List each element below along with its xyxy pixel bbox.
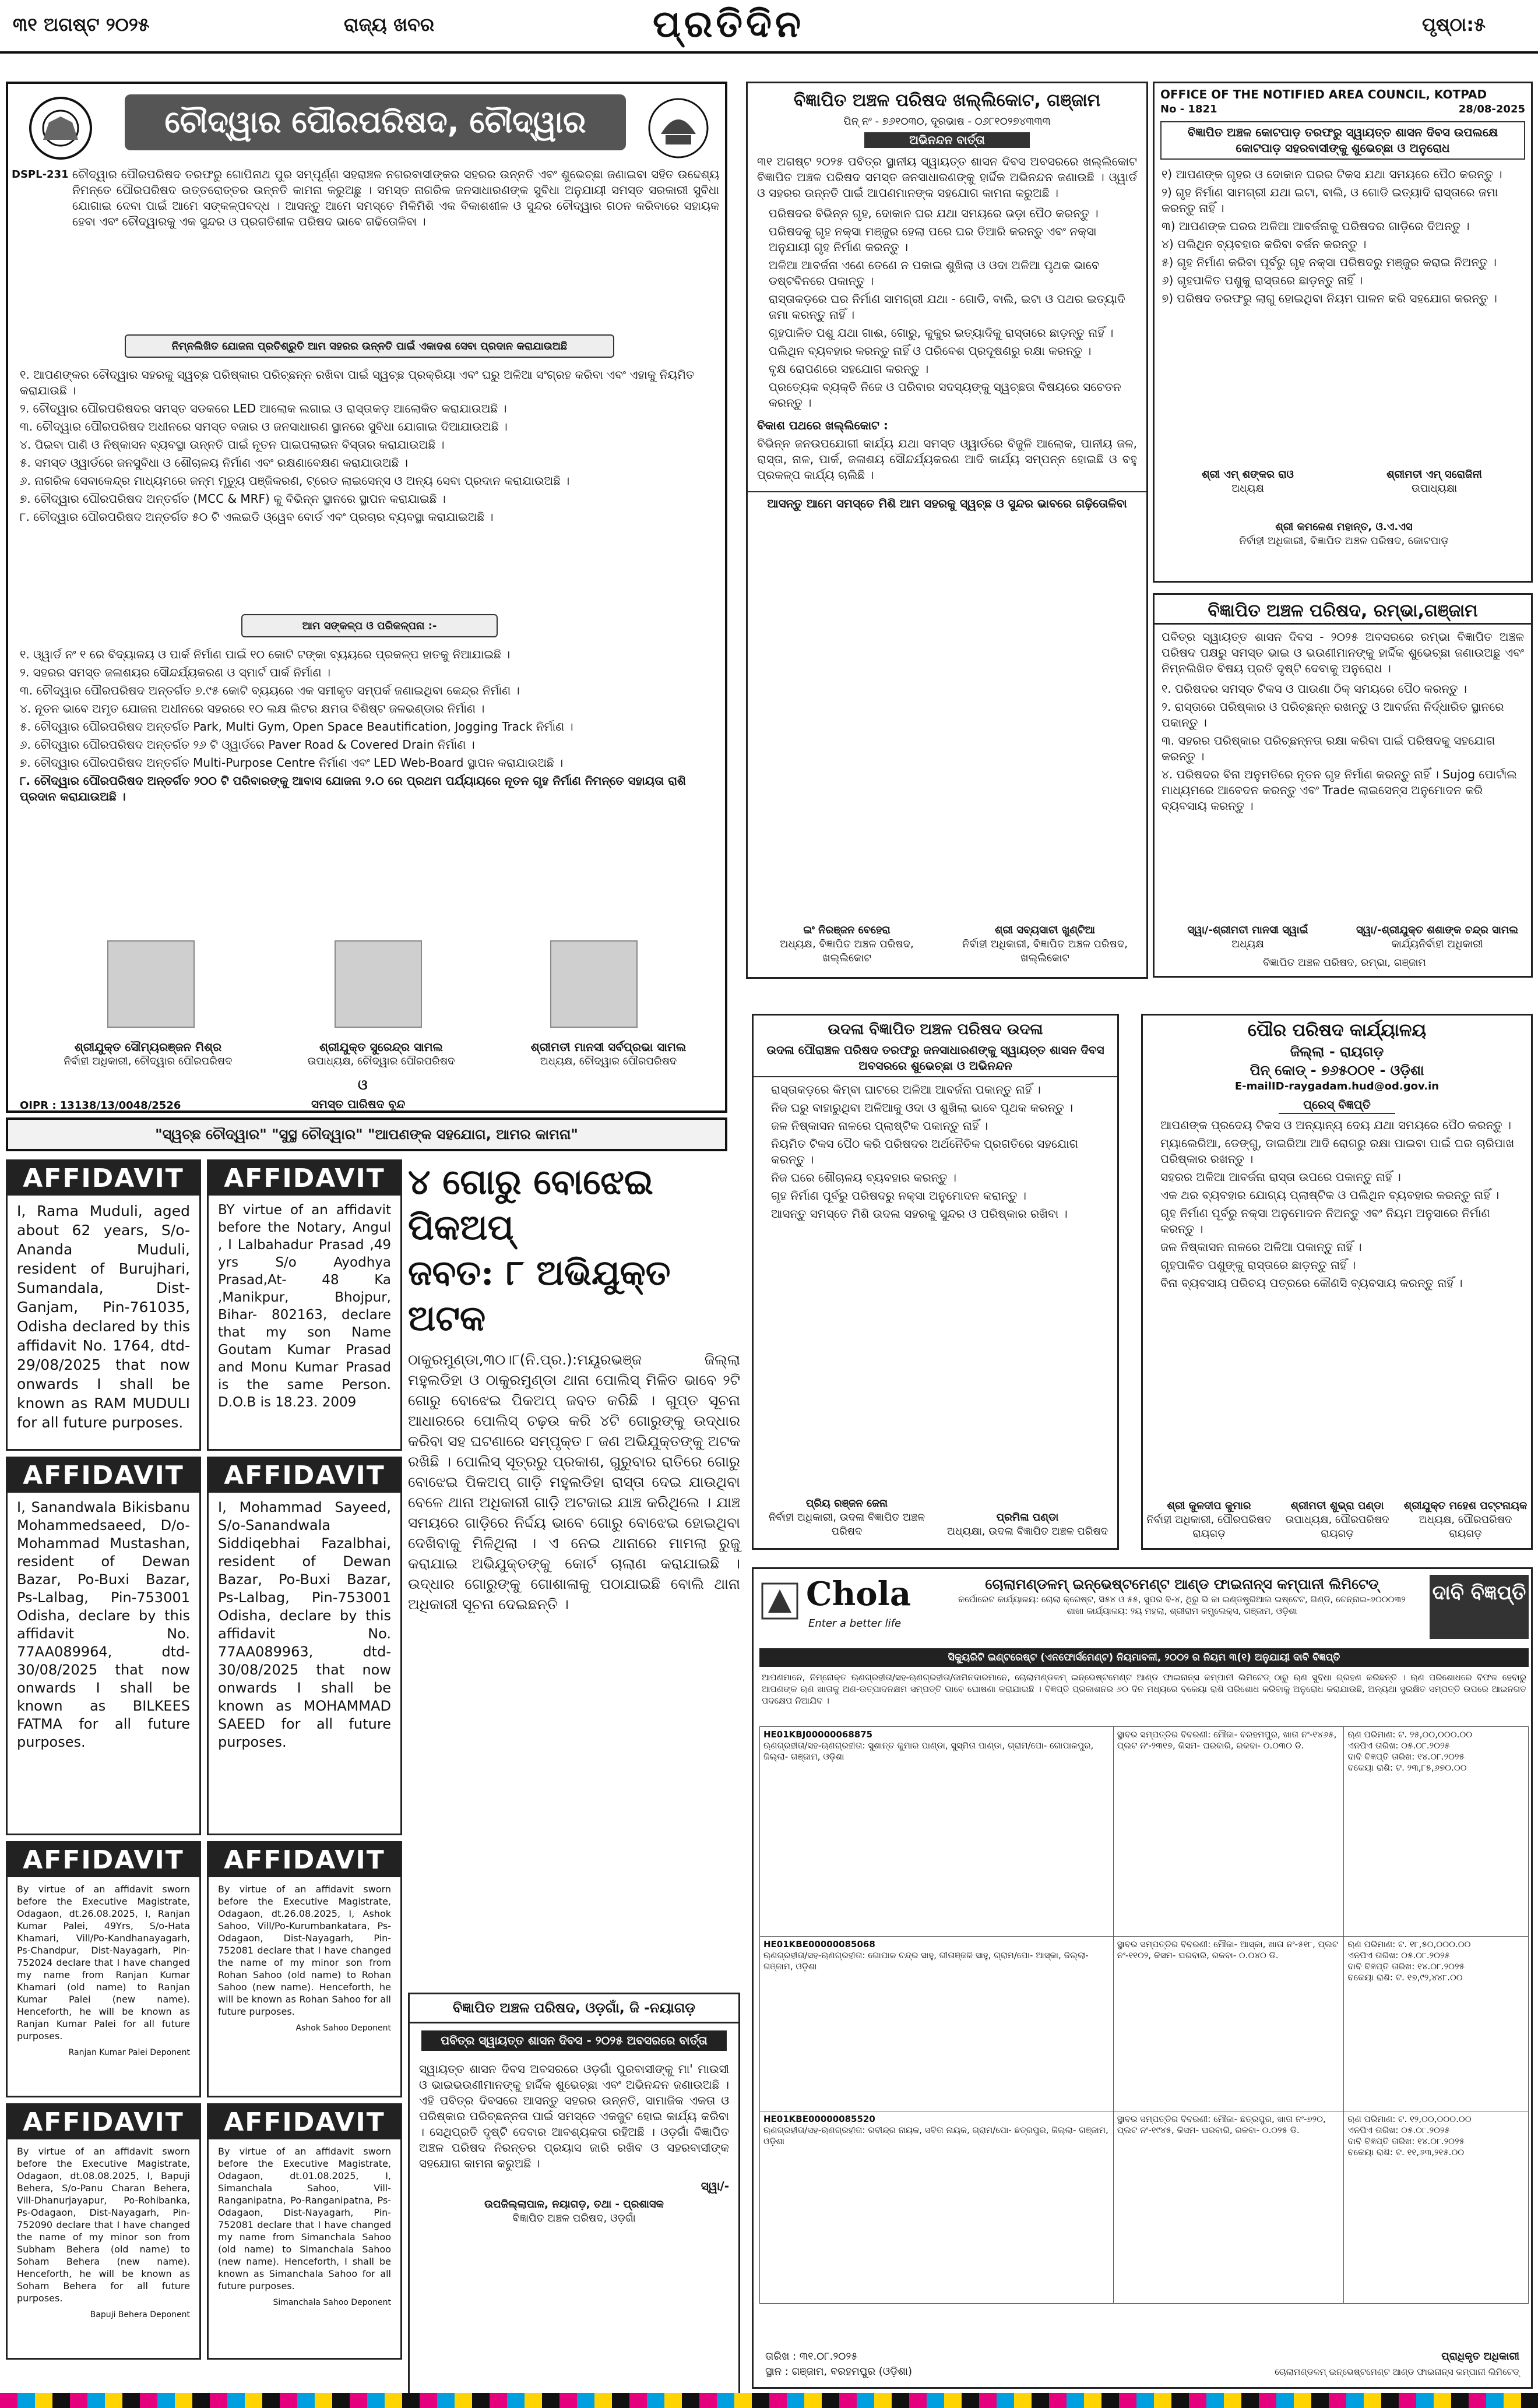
signatory-role: ନିର୍ବାହୀ ଅଧିକାରୀ, ବିଜ୍ଞାପିତ ଅଞ୍ଚଳ ପରିଷଦ, କୋଟପାଡ଼ [1239,535,1449,547]
closing-line: ଆସନ୍ତୁ ଆମେ ସମସ୍ତେ ମିଶି ଆମ ସହରକୁ ସ୍ୱଚ୍ଛ ଓ ସୁନ୍ଦର ଭାବରେ ଗଢ଼ିତୋଳିବା [748,491,1146,512]
rayagada-notice [1141,1014,1533,1550]
notice-points [1155,164,1531,311]
signatory [259,1039,504,1069]
rambha-notice [1153,593,1533,978]
udala-notice [752,1014,1119,1550]
notice-footer: ବିଜ୍ଞାପିତ ଅଞ୍ଚଳ ପରିଷଦ, ଓଡ଼ଗାଁ [512,2212,636,2224]
plan-list-1 [20,367,719,527]
list-item: ୩. ଚୌଦ୍ୱାର ପୌରପରିଷଦ ଅନ୍ତର୍ଗତ ୭.୯୫ କୋଟି ବ୍ୟୟରେ ଏକ ସମୀକୃତ ସମ୍ପର୍କ ଜଣାଇଥିବା କେନ୍ଦ୍ର ନିର୍ମାଣ । [20,683,520,697]
list-item: ଜଳ ନିଷ୍କାସନ ନାଳରେ ପ୍ଲାଷ୍ଟିକ ପକାନ୍ତୁ ନାହିଁ । [771,1119,988,1133]
company-address: କର୍ପୋରେଟ କାର୍ଯ୍ୟାଳୟ: ଚୋଲା କ୍ରେଷ୍ଟ, ସି୫୪ ଓ ୫୫, ସୁପର ବି-୪, ଥିରୁ ଭି କା ଇଣ୍ଡଷ୍ଟ୍ରିଆଲ ଇଷ୍ଟେଟ, ଗିଣ୍ଡି, ଚେନ୍ନାଇ-୬୦୦୦୩୨ [958,1594,1406,1605]
affidavit-title: AFFIDAVIT [209,1843,400,1877]
list-item: ୮. ଚୌଦ୍ୱାର ପୌରପରିଷଦ ଅନ୍ତର୍ଗତ ୫୦ ଟି ଏଲଇଡି ଓ୍ୱେବ ବୋର୍ଡ ଏବଂ ପ୍ରଚାର ବ୍ୟବସ୍ଥା କରାଯାଇଅଛି । [20,510,494,524]
photo-executive-officer [107,940,195,1028]
news-body: ଠାକୁରମୁଣ୍ଡା,୩୦।୮(ନି.ପ୍ର.):ମୟୂରଭଞ୍ଜ ଜିଲ୍ଲା ମହୁଲଡିହା ଓ ଠାକୁରମୁଣ୍ଡା ଥାନା ପୋଲିସ୍ ମିଳିତ ଭାବେ ୨ଟି ଗୋରୁ ବୋଝେଇ ପିକଅପ୍ ଜବତ କରିଛି । ଗୁପ୍ତ ସୂଚନା ଆଧାରରେ ପୋଲିସ୍ ଚଢ଼ଉ କରି ୪ଟି ଗୋରୁଙ୍କୁ ଉଦ୍ଧାର କରିବା ସହ ଘଟଣାରେ ସମ୍ପୃକ୍ତ ୮ ଜଣ ଅଭିଯୁକ୍ତଙ୍କୁ ଅଟକ ରଖିଛି । ପୋଲିସ୍ ସୂତ୍ରରୁ ପ୍ରକାଶ, ଗୁରୁବାର ରାତିରେ ଗୋରୁ ବୋଝେଇ ପିକଅପ୍ ଗାଡ଼ି ମହୁଲଡିହା ରାସ୍ତା ଦେଇ ଯାଉଥିବା ବେଳେ ଥାନା ଅଧିକାରୀ ଗାଡ଼ି ଅଟକାଇ ଯାଞ୍ଚ କରିଥିଲେ । ଯାଞ୍ଚ ସମୟରେ ଗାଡ଼ିରେ ନିର୍ଦ୍ଦୟ ଭାବେ ଗୋରୁ ବୋଝେଇ ହୋଇଥିବା ଦେଖିବାକୁ ମିଳିଥିଲା । ଏ ନେଇ ଥାନାରେ ମାମଲା ରୁଜୁ କରାଯାଇ ଅଭିଯୁକ୍ତଙ୍କୁ କୋର୍ଟ ଚାଲାଣ କରାଯାଇଛି । ଉଦ୍ଧାର ଗୋରୁଙ୍କୁ ଗୋଶାଳାକୁ ପଠାଯାଇଛି ବୋଲି ଥାନା ଅଧିକାରୀ ସୂଚନା ଦେଇଛନ୍ତି । [408,1351,740,1613]
notice-title: ବିଜ୍ଞାପିତ ଅଞ୍ଚଳ ପରିଷଦ, ଓଡ଼ଗାଁ, ଜି -ନୟାଗଡ଼ [410,1994,738,2023]
khallikote-notice [746,82,1148,979]
list-item: ୩. ଚୌଦ୍ୱାର ପୌରପରିଷଦ ଅଧୀନରେ ସମସ୍ତ ବଜାର ଓ ଜନସାଧାରଣ ସ୍ଥାନରେ ସୁବିଧା ଯୋଗାଇ ଦିଆଯାଉଅଛି । [20,419,508,433]
list-item: ୬. ଚୌଦ୍ୱାର ପୌରପରିଷଦ ଅନ୍ତର୍ଗତ ୨୬ ଟି ଓ୍ୱାର୍ଡରେ Paver Road & Covered Drain ନିର୍ମାଣ । [20,738,475,752]
list-item: ରାସ୍ତାକଡ଼ରେ ଘର ନିର୍ମାଣ ସାମଗ୍ରୀ ଯଥା - ଗୋଡି, ବାଲି, ଇଟା ଓ ପଥର ଇତ୍ୟାଦି ଜମା କରନ୍ତୁ ନାହିଁ । [769,292,1125,322]
list-item: ୩. ସହରର ପରିଷ୍କାର ପରିଚ୍ଛନ୍ନତା ରକ୍ଷା କରିବା ପାଇଁ ପରିଷଦକୁ ସହଯୋଗ କରନ୍ତୁ । [1162,734,1495,763]
notice-email: E-mailID-raygadam.hud@od.gov.in [1234,1080,1440,1092]
loan-notice-date: ଦାବି ବିଜ୍ଞପ୍ତି ତାରିଖ: ୧୪.୦୮.୨୦୨୫ [1347,1751,1465,1762]
signatory [1213,520,1475,548]
list-item: ପ୍ରତ୍ୟେକ ବ୍ୟକ୍ତି ନିଜେ ଓ ପରିବାର ସଦସ୍ୟଙ୍କୁ ସ୍ୱଚ୍ଛତା ବିଷୟରେ ସଚେତନ କରନ୍ତୁ । [769,380,1121,410]
list-item: ନିୟମିତ ଟିକସ ପୈଠ କରି ପରିଷଦର ଅର୍ଥନୈତିକ ପ୍ରଗତିରେ ସହଯୋଗ କରନ୍ତୁ । [771,1137,1079,1166]
notice-number: No - 1821 [1160,103,1217,115]
affidavit-signature: Ashok Sahoo Deponent [295,2023,391,2033]
loan-borrower: ଋଣଗ୍ରହୀତା/ସହ-ଋଣଗ୍ରହୀତା: ସୁଶାନ୍ତ କୁମାର ପାଣ୍ଡା, ସୁସ୍ମିତା ପାଣ୍ଡା, ଗ୍ରାମ/ପୋ- ଗୋପାଳପୁର, ଜିଲ୍ଲା- ଗଞ୍ଜାମ, ଓଡ଼ିଶା [763,1740,1094,1762]
photo-vice-chairperson [335,940,422,1028]
notice-points [1155,681,1531,814]
signatory [486,1039,727,1069]
affidavit [6,1159,201,1451]
list-item: ଗୃହପାଳିତ ପଶୁ ଯଥା ଗାଈ, ଗୋରୁ, କୁକୁର ଇତ୍ୟାଦିକୁ ରାସ୍ତାରେ ଛାଡ଼ନ୍ତୁ ନାହିଁ । [769,326,1114,340]
list-item: ନିଜ ଘରେ ଶୌଚାଳୟ ବ୍ୟବହାର କରନ୍ତୁ । [771,1170,957,1184]
signatory-name: ପ୍ରାଧିକୃତ ଅଧିକାରୀ [1441,2350,1519,2363]
affidavit-title: AFFIDAVIT [209,1458,400,1493]
notice-ref: DSPL-231 [12,168,69,181]
affidavit-signature: Bapuji Behera Deponent [90,2310,190,2319]
notice-district: ଜିଲ୍ଲା - ରାୟଗଡ଼ [1290,1043,1384,1060]
affidavit-title: AFFIDAVIT [8,1458,199,1493]
subsection-banner-2 [241,614,498,637]
notice-subtitle: ସିକ୍ୟୁରିଟି ଇଣ୍ଟରେଷ୍ଟ (ଏନଫୋର୍ସମେଣ୍ଟ) ନିୟମାବଳୀ, ୨୦୦୨ ର ନିୟମ ୩(୧) ଅନୁଯାୟୀ ଦାବି ବିଜ୍ଞପ୍ତି [759,1648,1529,1667]
affidavit-title: AFFIDAVIT [8,1161,199,1196]
loan-table [759,1726,1529,2304]
affidavit-body: I, Mohammad Sayeed, S/o-Sanandwala Siddiqebhai Fazalbhai, resident of Dewan Bazar, Po-Buxi Bazar, Ps-Lalbag, Pin-753001 Odisha, declare by this affidavit No. 77AA089963, dtd- 30/08/2025 that now onwards I shall be known as MOHAMMAD SAEED for all future purposes. [218,1499,391,1750]
slogan-banner [6,1117,727,1151]
notice-points [748,203,1146,415]
slogan-text: "ସ୍ୱଚ୍ଛ ଚୌଦ୍ୱାର" "ସୁସ୍ଥ ଚୌଦ୍ୱାର" "ଆପଣଙ୍କ ସହଯୋଗ, ଆମର କାମନା" [155,1126,578,1143]
signatory-name: ଶ୍ରୀମତୀ ଏମ୍ ସରୋଜିନୀ [1386,468,1482,481]
signatory [1347,468,1522,496]
signatory-name: ଉପଜିଲ୍ଲାପାଳ, ନୟାଗଡ଼, ତଥା - ପ୍ରଶାସକ [484,2198,664,2210]
section-body: ବିଭିନ୍ନ ଜନଉପଯୋଗୀ କାର୍ଯ୍ୟ ଯଥା ସମସ୍ତ ଓ୍ୱାର୍ଡରେ ବିଜୁଳି ଆଲୋକ, ପାନୀୟ ଜଳ, ରାସ୍ତା, ନାଳ, ପାର୍କ, ଜଳାଶୟ ସୌନ୍ଦର୍ଯ୍ୟକରଣ ଆଦି କାର୍ଯ୍ୟ ସମ୍ପନ୍ନ ହୋଇଛି ଓ ବହୁ ପ୍ରକଳ୍ପ କାର୍ଯ୍ୟ ଚାଲିଛି । [757,436,1137,482]
list-item: ୫. ଚୌଦ୍ୱାର ପୌରପରିଷଦ ଅନ୍ତର୍ଗତ Park, Multi Gym, Open Space Beautification, Jogging Track ନିର୍ମାଣ । [20,720,573,734]
list-item: ପରିଷଦର ବିଭିନ୍ନ ଗୃହ, ଦୋକାନ ଘର ଯଥା ସମୟରେ ଭଡ଼ା ପୈଠ କରନ୍ତୁ । [769,206,1099,220]
signatory-role: ଅଧ୍ୟକ୍ଷ, ବିଜ୍ଞାପିତ ଅଞ୍ଚଳ ପରିଷଦ, ଖଲ୍ଲିକୋଟ [780,938,914,964]
list-item: ୫) ଗୃହ ନିର୍ମାଣ କରିବା ପୂର୍ବରୁ ଗୃହ ନକ୍ସା ପରିଷଦରୁ ମଞ୍ଜୁର କରାଇ ନିଅନ୍ତୁ । [1162,255,1497,269]
odagaon-notice [408,1993,740,2395]
chola-demand-notice [752,1567,1533,2389]
notice-title: ପୌର ପରିଷଦ କାର୍ଯ୍ୟାଳୟ [1247,1020,1427,1041]
notice-date: 28/08-2025 [1458,103,1525,115]
affidavit-title: AFFIDAVIT [209,2105,400,2139]
notice-badge-text: ଦାବି ବିଜ୍ଞପ୍ତି [1432,1581,1526,1605]
signatory-role: ନିର୍ବାହୀ ଅଧିକାରୀ, ଚୌଦ୍ୱାର ପୌରପରିଷଦ [64,1055,233,1067]
notice-meta [1155,103,1531,117]
list-item: ୪. ନୂତନ ଭାବେ ଅମୃତ ଯୋଜନା ଅଧୀନରେ ସହରରେ ୧୦ ଲକ୍ଷ ଲିଟର କ୍ଷମତା ବିଶିଷ୍ଟ ଜଳଭଣ୍ଡାର ନିର୍ମାଣ । [20,701,485,715]
affidavit-body: By virtue of an affidavit sworn before the Executive Magistrate, Odagaon, dt.26.08.2025, I, Ranjan Kumar Palei, 49Yrs, S/o-Hata Khamari, Vill/Po-Kandhanayagarh, Ps-Chandpur, Dist-Nayagarh, Pin-752024 declare that I have changed my name from Ranjan Kumar Khamari (old name) to Ranjan Kumar Palei (new name). Henceforth, he will be known as Ranjan Kumar Palei for all future purposes. [17,1884,190,2042]
signatory [1347,923,1528,951]
news-headline-line-1: ୪ ଗୋରୁ ବୋଝେଇ ପିକଅପ୍ [408,1162,653,1248]
list-item: ପଲିଥିନ ବ୍ୟବହାର କରନ୍ତୁ ନାହିଁ ଓ ପରିବେଶ ପ୍ରଦୂଷଣରୁ ରକ୍ଷା କରନ୍ତୁ । [769,344,1092,358]
notice-body: ୩୧ ଅଗଷ୍ଟ ୨୦୨୫ ପବିତ୍ର ସ୍ଥାନୀୟ ସ୍ୱାୟତ୍ତ ଶାସନ ଦିବସ ଅବସରରେ ଖଲ୍ଲିକୋଟ ବିଜ୍ଞାପିତ ଅଞ୍ଚଳ ପରିଷଦ ସମସ୍ତ ଜନସାଧାରଣଙ୍କୁ ହାର୍ଦ୍ଦିକ ଅଭିନନ୍ଦନ ଜଣାଉଛି । ଓ୍ୱାର୍ଡ ଓ ସହରର ଉନ୍ନତି ପାଇଁ ଆପଣମାନଙ୍କ ସହଯୋଗ କାମନା କରୁଅଛି । [757,154,1137,200]
signatory-name: ଇଂ ନିରଞ୍ଜନ ବେହେରା [803,924,891,936]
list-item: ୪. ପରିଷଦର ବିନା ଅନୁମତିରେ ନୂତନ ଗୃହ ନିର୍ମାଣ କରନ୍ତୁ ନାହିଁ । Sujog ପୋର୍ଟାଲ ମାଧ୍ୟମରେ ଆବେଦନ କରନ୍ତୁ ଏବଂ Trade ଲାଇସେନ୍ସ ଅନୁମୋଦନ କରି ବ୍ୟବସାୟ କରନ୍ତୁ । [1162,767,1517,813]
list-item: ଗୃହପାଳିତ ପଶୁଙ୍କୁ ରାସ୍ତାରେ ଛାଡ଼ନ୍ତୁ ନାହିଁ । [1160,1258,1356,1272]
signatory-name: ଶ୍ରୀ ଏମ୍ ଶଙ୍କର ରାଓ [1202,468,1294,481]
loan-npa-date: ଏନପିଏ ତାରିଖ: ୦୫.୦୮.୨୦୨୫ [1347,2125,1450,2135]
signatory-name: ଶ୍ରୀଯୁକ୍ତ ମହେଶ ପଟ୍ଟନାୟକ [1403,1500,1528,1512]
subsection-heading-2: ଆମ ସଙ୍କଳ୍ପ ଓ ପରିକଳ୍ପନା :- [302,620,437,632]
company-branch: ଶାଖା କାର୍ଯ୍ୟାଳୟ: ୨ୟ ମହଲା, ଶ୍ରୀରାମ କମ୍ପ୍ଲେକ୍ସ, ଗଞ୍ଜାମ, ଓଡ଼ିଶା [1067,1606,1297,1616]
municipal-emblem-icon [20,93,101,163]
signatory-role: ଅଧ୍ୟକ୍ଷ, ପୌରପରିଷଦ ରାୟଗଡ଼ [1419,1514,1512,1540]
affidavit [207,1159,402,1451]
notice-intro: ଚୌଦ୍ୱାର ପୌରପରିଷଦ ତରଫରୁ ଗୋପିନାଥ ପୁର ସମ୍ପୂର୍ଣ୍ଣ ସହରାଞ୍ଚଳ ନଗରବାସୀଙ୍କର ସହରର ଉନ୍ନତି ଏବଂ ଶୁଭେଚ୍ଛା ଜଣାଇବା ସହିତ ଉଦ୍ଦେଶ୍ୟ ନିମନ୍ତେ ପୌରପରିଷଦ ଉତ୍ତରୋତ୍ତର ଉନ୍ନତି କାମନା କରୁଅଛୁ । ସମସ୍ତ ନାଗରିକ ଜନସାଧାରଣଙ୍କ ସୁବିଧା ଅନୁଯାୟୀ ସମସ୍ତ ସରକାରୀ ସୁବିଧା ଯୋଗାଇ ଦେବା ପାଇଁ ଆମେ ସଙ୍କଳ୍ପବଦ୍ଧ । ଆସନ୍ତୁ ଆମେ ସମସ୍ତେ ମିଳିମିଶି ଏକ ବିକାଶଶୀଳ ଓ ସୁନ୍ଦର ଚୌଦ୍ୱାର ଗଠନ କରିବାରେ ସହାୟକ ହେବା ଏବଂ ଚୌଦ୍ୱାରକୁ ଏକ ସୁନ୍ଦର ଓ ପ୍ରଗତିଶୀଳ ପରିଷଦ ଭାବେ ଗଢିତୋଳିବା । [72,167,719,228]
company-name: ଚୋଲାମଣ୍ଡଳମ୍ ଇନ୍ଭେଷ୍ଟମେଣ୍ଟ ଆଣ୍ଡ ଫାଇନାନ୍ସ କମ୍ପାନୀ ଲିମିଟେଡ୍ [985,1576,1379,1592]
subsection-banner-1 [125,334,614,358]
list-item: ୨. ସହରର ସମସ୍ତ ଜଳାଶୟର ସୌନ୍ଦର୍ଯ୍ୟକରଣ ଓ ସ୍ମାର୍ଟ ପାର୍କ ନିର୍ମାଣ । [20,665,330,679]
list-item: ୫. ସମସ୍ତ ଓ୍ୱାର୍ଡରେ ଜନସୁବିଧା ଓ ଶୌଚାଳୟ ନିର୍ମାଣ ଏବଂ ରକ୍ଷଣାବେକ୍ଷଣ କରାଯାଉଅଛି । [20,456,408,470]
signatory-name: ଶ୍ରୀମତୀ ଶୁଭ୍ରା ପଣ୍ଡା [1290,1500,1384,1512]
notice-place: ସ୍ଥାନ : ଗଞ୍ଜାମ, ବରହମପୁର (ଓଡ଼ିଶା) [765,2365,912,2378]
signatory-role: ନିର୍ବାହୀ ଅଧିକାରୀ, ପୌରପରିଷଦ ରାୟଗଡ଼ [1146,1514,1272,1540]
list-item: ୭) ପରିଷଦ ତରଫରୁ ଲାଗୁ ହୋଇଥିବା ନିୟମ ପାଳନ କରି ସହଯୋଗ କରନ୍ତୁ । [1162,291,1497,305]
loan-amount: ଋଣ ପରିମାଣ: ଟ. ୧୨,୦୦,୦୦୦.୦୦ [1347,2114,1472,2124]
masthead: ପ୍ରତିଦିନ [653,2,805,46]
loan-borrower: ଋଣଗ୍ରହୀତା/ସହ-ଋଣଗ୍ରହୀତା: ରବୀନ୍ଦ୍ର ନାୟକ, ସବିତା ନାୟକ, ଗ୍ରାମ/ପୋ- ଛତ୍ରପୁର, ଜିଲ୍ଲା- ଗଞ୍ଜାମ, ଓଡ଼ିଶା [763,2125,1108,2146]
list-item: ୪) ପଲିଥିନ ବ୍ୟବହାର କରିବା ବର୍ଜନ କରନ୍ତୁ । [1162,237,1367,251]
chola-logo-text: Chola [806,1575,911,1613]
notice-title: ଉଦଳା ବିଜ୍ଞାପିତ ଅଞ୍ଚଳ ପରିଷଦ ଉଦଳା [828,1021,1043,1038]
signatory-name: ଶ୍ରୀଯୁକ୍ତ ସୁରେନ୍ଦ୍ର ସାମଲ [319,1040,443,1054]
signatory [1160,923,1335,951]
signatory-name: ପ୍ରିୟ ରଞ୍ଜନ ଜେନା [805,1497,888,1510]
list-item: ୭. ଚୌଦ୍ୱାର ପୌରପରିଷଦ ଅନ୍ତର୍ଗତ (MCC & MRF) କୁ ବିଭିନ୍ନ ସ୍ଥାନରେ ସ୍ଥାପନ କରାଯାଇଛି । [20,492,446,506]
signatory-name: ସ୍ୱା/-ଶ୍ରୀଯୁକ୍ତ ଶଶାଙ୍କ ଚନ୍ଦ୍ର ସାମଲ [1356,924,1518,936]
oipr-ref: OIPR : 13138/13/0048/2526 [20,1099,181,1112]
loan-due: ବକେୟା ରାଶି: ଟ. ୧୭,୯୨,୪୪୮.୦୦ [1347,1972,1463,1983]
signatory [26,1039,270,1069]
list-item: ୨) ଗୃହ ନିର୍ମାଣ ସାମଗ୍ରୀ ଯଥା ଇଟା, ବାଲି, ଓ ଗୋଡି ଇତ୍ୟାଦି ରାସ୍ତାରେ ଜମା କରନ୍ତୁ ନାହିଁ । [1162,185,1498,215]
list-item: ଅଳିଆ ଆବର୍ଜନା ଏଣେ ତେଣେ ନ ପକାଇ ଶୁଖିଲା ଓ ଓଦା ଅଳିଆ ପୃଥକ ଭାବେ ଡଷ୍ଟବିନରେ ପକାନ୍ତୁ । [769,258,1100,288]
signatory-name: ଶ୍ରୀ କୁଳଦୀପ କୁମାର [1167,1500,1251,1512]
list-item: ନିଜ ଘରୁ ବାହାରୁଥିବା ଅଳିଆକୁ ଓଦା ଓ ଶୁଖିଲା ଭାବେ ପୃଥକ କରନ୍ତୁ । [771,1101,1074,1115]
list-item: ପରିଷଦକୁ ଗୃହ ନକ୍ସା ମଞ୍ଜୁର ହେଲା ପରେ ଘର ତିଆରି କରନ୍ତୁ ଏବଂ ନକ୍ସା ଅନୁଯାୟୀ ଗୃହ ନିର୍ମାଣ କରନ୍ତୁ । [769,224,1097,254]
affidavit-title: AFFIDAVIT [8,2105,199,2139]
notice-footer: ବିଜ୍ଞାପିତ ଅଞ୍ଚଳ ପରିଷଦ, ରମ୍ଭା, ଗଞ୍ଜାମ [1263,957,1426,969]
page-header [0,0,1538,54]
list-item: ୧) ଆପଣଙ୍କ ଗୃହର ଓ ଦୋକାନ ଘରର ଟିକସ ଯଥା ସମୟରେ ପୈଠ କରନ୍ତୁ । [1162,167,1502,181]
list-item: ୩) ଆପଣଙ୍କ ଘରର ଅଳିଆ ଆବର୍ଜନାକୁ ପରିଷଦର ଗାଡ଼ିରେ ଦିଅନ୍ତୁ । [1162,219,1470,233]
list-item b: ୮. ଚୌଦ୍ୱାର ପୌରପରିଷଦ ଅନ୍ତର୍ଗତ ୨୦୦ ଟି ପରିବାରଙ୍କୁ ଆବାସ ଯୋଜନା ୨.୦ ରେ ପ୍ରଥମ ପର୍ଯ୍ୟାୟରେ ନୂତନ ଗୃହ ନିର୍ମାଣ ନିମନ୍ତେ ସହାୟତା ରାଶି ପ୍ରଦାନ କରାଯାଉଅଛି । [20,774,686,803]
affidavit-body: By virtue of an affidavit sworn before the Executive Magistrate, Odagaon, dt.01.08.2025, I, Simanchala Sahoo, Vill-Ranganipatna, Po-Ranganipatna, Ps-Odagaon, Dist-Nayagarh, Pin-752081 declare that I have changed my name from Simanchala Sahoo (old name) to Simanchala Sahoo (new name). Henceforth, I shall be known as Simanchala Sahoo for all future purposes. [218,2146,391,2291]
loan-npa-date: ଏନପିଏ ତାରିଖ: ୦୫.୦୮.୨୦୨୫ [1347,1950,1450,1961]
affidavit [6,2103,201,2360]
loan-npa-date: ଏନପିଏ ତାରିଖ: ୦୫.୦୮.୨୦୨୫ [1347,1740,1450,1751]
signatory [759,923,934,965]
list-item: ରାସ୍ତାକଡ଼ରେ କିମ୍ବା ଘାଟରେ ଅଳିଆ ଆବର୍ଜନା ପକାନ୍ତୁ ନାହିଁ । [771,1083,1041,1097]
affidavit-body: By virtue of an affidavit sworn before the Executive Magistrate, Odagaon, dt.08.08.2025, I, Bapuji Behera, S/o-Panu Charan Behera, Vill-Dhanurjayapur, Po-Rohibanka, Ps-Odagaon, Dist-Nayagarh, Pin-752090 declare that I have changed the name of my minor son from Subham Behera (old name) to Soham Behera (new name). Henceforth, he will be known as Soham Behera for all future purposes. [17,2146,190,2304]
plan-list-2 [20,647,719,807]
affidavit [207,1457,402,1835]
affidavit-body: By virtue of an affidavit sworn before the Executive Magistrate, Odagaon, dt.26.08.2025, I, Ashok Sahoo, Vill/Po-Kurumbankatara, Ps-Odagaon, Dist-Nayagarh, Pin-752081 declare that I have changed the name of my minor son from Rohan Sahoo (old name) to Rohan Sahoo (new name). Henceforth, he will be known as Rohan Sahoo for all future purposes. [218,1884,391,2017]
list-item: ୧. ପରିଷଦର ସମସ୍ତ ଟିକସ ଓ ପାଉଣା ଠିକ୍ ସମୟରେ ପୈଠ କରନ୍ତୁ । [1162,682,1467,696]
header-page-number: ପୃଷ୍ଠା:୫ [1422,13,1486,36]
loan-notice-date: ଦାବି ବିଜ୍ଞପ୍ତି ତାରିଖ: ୧୪.୦୮.୨୦୨୫ [1347,2136,1465,2146]
table-row [760,2111,1529,2304]
affidavit-body: I, Rama Muduli, aged about 62 years, S/o-Ananda Muduli, resident of Burujhari, Sumandala, Dist- Ganjam, Pin-761035, Odisha declared by this affidavit No. 1764, dtd- 29/08/2025 that now onwards I shall be known as RAM MUDULI for all future purposes. [17,1203,190,1431]
notice-title: OFFICE OF THE NOTIFIED AREA COUNCIL, KOTPAD [1160,87,1487,101]
list-item: ବୃକ୍ଷ ରୋପଣରେ ସହଯୋଗ କରନ୍ତୁ । [769,362,929,376]
loan-amount: ଋଣ ପରିମାଣ: ଟ. ୧୮,୫୦,୦୦୦.୦୦ [1347,1939,1471,1949]
odisha-emblem-icon [643,93,713,163]
list-item: ୪. ପିଇବା ପାଣି ଓ ନିଷ୍କାସନ ବ୍ୟବସ୍ଥା ଉନ୍ନତି ପାଇଁ ନୂତନ ପାଇପଲାଇନ ବିସ୍ତାର କରାଯାଉଅଛି । [20,438,445,452]
notice-title: ଚୌଦ୍ୱାର ପୌରପରିଷଦ, ଚୌଦ୍ୱାର [164,105,586,140]
signatory [1275,1499,1400,1541]
news-story [408,1159,740,1975]
list-item: ଜଳ ନିଷ୍କାସନ ନାଳରେ ଅଳିଆ ପକାନ୍ତୁ ନାହିଁ । [1160,1240,1362,1254]
signatory-role: ନିର୍ବାହୀ ଅଧିକାରୀ, ବିଜ୍ଞାପିତ ଅଞ୍ଚଳ ପରିଷଦ, ଖଲ୍ଲିକୋଟ [962,938,1128,964]
loan-property: ସ୍ଥାବର ସମ୍ପତ୍ତିର ବିବରଣୀ: ମୌଜା- ବରହମପୁର, ଖାତା ନଂ-୧୪୬୫, ପ୍ଲଟ ନଂ-୨୩୧୭, କିସମ- ଘରବାରି, ରକବା- ୦.୦୩୦ ଡି. [1117,1729,1337,1751]
loan-account: HE01KBE00000085068 [763,1939,875,1949]
list-item: ୧. ଆପଣଙ୍କର ଚୌଦ୍ୱାର ସହରକୁ ସ୍ୱଚ୍ଛ ପରିଷ୍କାର ପରିଚ୍ଛନ୍ନ ରଖିବା ପାଇଁ ସ୍ୱଚ୍ଛ ପ୍ରକ୍ରିୟା ଏବଂ ଘରୁ ଅଳିଆ ସଂଗ୍ରହ କରିବା ଏବଂ ଏହାକୁ ନିୟମିତ କରାଯାଉଛି । [20,368,695,397]
loan-account: HE01KBJ00000068875 [763,1729,873,1740]
company-info [940,1575,1424,1617]
notice-title: ବିଜ୍ଞାପିତ ଅଞ୍ଚଳ ପରିଷଦ ଖଲ୍ଲିକୋଟ, ଗଞ୍ଜାମ [793,90,1101,111]
notice-pin: ପିନ୍ ନଂ - ୭୬୧୦୩୦, ଦୂରଭାଷ - ୦୬୮୧୦୨୭୪୩୩୩ [843,115,1051,128]
kotpad-notice [1153,82,1533,583]
notice-badge [1430,1575,1529,1639]
signatory-role: ଉପାଧ୍ୟକ୍ଷା [1411,482,1458,495]
notice-subtitle: ଉଦଳା ପୌରାଞ୍ଚଳ ପରିଷଦ ତରଫରୁ ଜନସାଧାରଣଙ୍କୁ ସ୍ୱାୟତ୍ତ ଶାସନ ଦିବସ ଅବସରରେ ଶୁଭେଚ୍ଛା ଓ ଅଭିନନ୍ଦନ [754,1040,1117,1077]
signatory-name: ପ୍ରମିଳା ପଣ୍ଡା [996,1511,1059,1524]
affidavit-signature: Ranjan Kumar Palei Deponent [68,2048,190,2057]
news-headline-line-2: ଜବତ: ୮ ଅଭିଯୁକ୍ତ ଅଟକ [408,1253,671,1339]
signatory-role: ଅଧ୍ୟକ୍ଷ [1231,482,1264,495]
list-item: ୬) ଗୃହପାଳିତ ପଶୁକୁ ରାସ୍ତାରେ ଛାଡ଼ନ୍ତୁ ନାହିଁ । [1162,273,1363,287]
notice-subtitle: ଅଭିନନ୍ଦନ ବାର୍ତ୍ତା [864,132,1030,148]
signatory-role: ଉପାଧ୍ୟକ୍ଷ, ପୌରପରିଷଦ ରାୟଗଡ଼ [1285,1514,1389,1540]
loan-property: ସ୍ଥାବର ସମ୍ପତ୍ତିର ବିବରଣୀ: ମୌଜା- ଆସ୍କା, ଖାତା ନଂ-୫୧୮, ପ୍ଲଟ ନଂ-୧୧୦୨, କିସମ- ଘରବାରି, ରକବା- ୦.୦୪୦ ଡି. [1117,1939,1339,1961]
table-row [760,1937,1529,2111]
title-banner [125,94,626,150]
signatory [759,1497,934,1539]
loan-notice-date: ଦାବି ବିଜ୍ଞପ୍ତି ତାରିଖ: ୧୪.୦୮.୨୦୨୫ [1347,1961,1465,1972]
list-item: ଗୃହ ନିର୍ମାଣ ପୂର୍ବରୁ ପରିଷଦରୁ ନକ୍ସା ଅନୁମୋଦନ କରାନ୍ତୁ । [771,1189,1027,1203]
chola-logo [759,1575,934,1639]
affidavit [207,2103,402,2360]
notice-points [754,1077,1117,1222]
notice-body: ସ୍ୱାୟତ୍ତ ଶାସନ ଦିବସ ଅବସରରେ ଓଡ଼ଗାଁ ପୁରବାସୀଙ୍କୁ ମା' ମାଉସୀ ଓ ଭାଇଭଉଣୀମାନଙ୍କୁ ହାର୍ଦ୍ଦିକ ଶୁଭେଚ୍ଛା ଏବଂ ଅଭିନନ୍ଦନ ଜଣାଉଅଛି । ଏହି ପବିତ୍ର ଦିବସରେ ଆସନ୍ତୁ ସହରର ଉନ୍ନତି, ସାମାଜିକ ଏକତା ଓ ପରିଷ୍କାର ପରିଚ୍ଛନ୍ନତା ପାଇଁ ସମସ୍ତେ ଏକଜୁଟ ହୋଇ କାର୍ଯ୍ୟ କରିବା । ସେଥିପ୍ରତି ଦୃଷ୍ଟି ଦେବାର ଆବଶ୍ୟକତା ରହିଅଛି । ଓଡ଼ଗାଁ ବିଜ୍ଞାପିତ ଅଞ୍ଚଳ ପରିଷଦ ନିରନ୍ତର ପ୍ରୟାସ ଜାରି ରଖିବ ଓ ସହରବାସୀଙ୍କ ସହଯୋଗ କାମନା କରୁଅଛି । [419,2062,729,2170]
list-item: ଗୃହ ନିର୍ମାଣ ପୂର୍ବରୁ ନକ୍ସା ଅନୁମୋଦନ ନିଅନ୍ତୁ ଏବଂ ନିୟମ ଅନୁସାରେ ନିର୍ମାଣ କରନ୍ତୁ । [1160,1206,1490,1236]
notice-pin: ପିନ୍ କୋଡ୍ - ୭୬୫୦୦୧ - ଓଡ଼ିଶା [1250,1062,1424,1078]
affidavit-body: BY virtue of an affidavit before the Notary, Angul , I Lalbahadur Prasad ,49 yrs S/o Ayodhya Prasad,At- 48 Ka ,Manikpur, Bhojpur, Bihar- 802163, declare that my son Name Goutam Kumar Prasad and Monu Kumar Prasad is the same Person. D.O.B is 18.23. 2009 [218,1203,391,1410]
header-date: ୩୧ ଅଗଷ୍ଟ ୨୦୨୫ [13,13,150,36]
signatory-role: ଅଧ୍ୟକ୍ଷା, ଉଦଳା ବିଜ୍ଞାପିତ ଅଞ୍ଚଳ ପରିଷଦ [946,1525,1108,1538]
loan-due: ବକେୟା ରାଶି: ଟ. ୨୩,୮୫,୬୭୦.୦୦ [1347,1762,1467,1773]
signatory-name: ଶ୍ରୀ ସବ୍ୟସାଚୀ ଖୁଣ୍ଟିଆ [995,924,1095,936]
loan-property: ସ୍ଥାବର ସମ୍ପତ୍ତିର ବିବରଣୀ: ମୌଜା- ଛତ୍ରପୁର, ଖାତା ନଂ-୭୨୦, ପ୍ଲଟ ନଂ-୧୯୪୫, କିସମ- ଘରବାରି, ରକବା- ୦.୦୨୫ ଡି. [1117,2114,1326,2135]
list-item: ୨. ଚୌଦ୍ୱାର ପୌରପରିଷଦର ସମସ୍ତ ସଡକରେ LED ଆଲୋକ ଲଗାଇ ଓ ରାସ୍ତାକଡ଼ ଆଲୋକିତ କରାଯାଉଅଛି । [20,401,507,415]
signatory-role: ଅଧ୍ୟକ୍ଷ, ଚୌଦ୍ୱାର ପୌରପରିଷଦ [540,1055,677,1067]
signatory-role: ଉପାଧ୍ୟକ୍ଷ, ଚୌଦ୍ୱାର ପୌରପରିଷଦ [307,1055,455,1067]
signatory-name: ଶ୍ରୀଯୁକ୍ତ ସୌମ୍ୟରଞ୍ଜନ ମିଶ୍ର [74,1040,222,1054]
loan-account: HE01KBE00000085520 [763,2114,875,2124]
notice-title: ବିଜ୍ଞାପିତ ଅଞ୍ଚଳ ପରିଷଦ, ରମ୍ଭା,ଗଞ୍ଜାମ [1155,595,1531,625]
list-item: ୬. ନାଗରିକ ସେବାକେନ୍ଦ୍ର ମାଧ୍ୟମରେ ଜନ୍ମ ମୃତ୍ୟୁ ପଞ୍ଜିକରଣ, ଟ୍ରେଡ ଲାଇସେନ୍ସ ଓ ଅନ୍ୟ ସେବା ପ୍ରଦାନ କରାଯାଉଅଛି । [20,474,570,488]
section-heading: ବିକାଶ ପଥରେ ଖଲ୍ଲିକୋଟ : [757,418,888,432]
list-item: ଆପଣଙ୍କ ପ୍ରଦେୟ ଟିକସ ଓ ଅନ୍ୟାନ୍ୟ ଦେୟ ଯଥା ସମୟରେ ପୈଠ କରନ୍ତୁ । [1160,1118,1512,1132]
signatory-company: ଚୋଲାମଣ୍ଡଳମ୍ ଇନ୍ଭେଷ୍ଟମେଣ୍ଟ ଆଣ୍ଡ ଫାଇନାନ୍ସ କମ୍ପାନୀ ଲିମିଟେଡ୍ [1275,2367,1519,2377]
signatory-name: ଶ୍ରୀ କମଳେଶ ମହାନ୍ତ, ଓ.ଏ.ଏସ [1275,521,1413,533]
conjunction: ଓ [358,1077,368,1093]
notice-subtitle: ବିଜ୍ଞାପିତ ଅଞ୍ଚଳ କୋଟପାଡ଼ ତରଫରୁ ସ୍ୱାୟତ୍ତ ଶାସନ ଦିବସ ଉପଲକ୍ଷେ କୋଟପାଡ଼ ସହରବାସୀଙ୍କୁ ଶୁଭେଚ୍ଛା ଓ ଅନୁରୋଧ [1160,121,1525,160]
list-item: ସହରର ଅଳିଆ ଆବର୍ଜନା ରାସ୍ତା ଉପରେ ପକାନ୍ତୁ ନାହିଁ । [1160,1170,1401,1184]
notice-intro: ଆପଣମାନେ, ନିମ୍ନୋକ୍ତ ଋଣଗ୍ରହୀତା/ସହ-ଋଣଗ୍ରହୀତା/ଜାମିନଦାରମାନେ, ଚୋଲାମଣ୍ଡଳମ୍ ଇନ୍ଭେଷ୍ଟମେଣ୍ଟ ଆଣ୍ଡ ଫାଇନାନ୍ସ କମ୍ପାନୀ ଲିମିଟେଡ୍ ଠାରୁ ଋଣ ସୁବିଧା ଗ୍ରହଣ କରିଛନ୍ତି । ଋଣ ପରିଶୋଧରେ ବିଫଳ ହେବାରୁ ଆପଣଙ୍କ ଋଣ ଖାତାକୁ ଅଣ-ଉତ୍ପାଦନକ୍ଷମ ସମ୍ପତ୍ତି ଭାବେ ଘୋଷଣା କରାଯାଇଛି । ବିଜ୍ଞପ୍ତି ପ୍ରକାଶନର ୬୦ ଦିନ ମଧ୍ୟରେ ବକେୟା ରାଶି ପରିଶୋଧ କରିବାକୁ ଅନୁରୋଧ କରାଯାଉଛି, ଅନ୍ୟଥା ସୁରକ୍ଷିତ ସମ୍ପତ୍ତି ଉପରେ ଆଇନଗତ ପଦକ୍ଷେପ ନିଆଯିବ । [762,1672,1526,1706]
signatory [940,1511,1115,1539]
notice-points [1143,1117,1531,1291]
council-signature: ସମସ୍ତ ପାରିଷଦ ବୃନ୍ଦ [311,1097,406,1111]
signatory-name: ଶ୍ରୀମତୀ ମାନସୀ ସର୍ବପ୍ରଭା ସାମଲ [530,1040,687,1054]
choudwar-notice [6,82,727,1113]
list-item: ବିନା ବ୍ୟବସାୟ ପରିଚୟ ପତ୍ରରେ କୌଣସି ବ୍ୟବସାୟ କରନ୍ତୁ ନାହିଁ । [1160,1276,1463,1290]
subsection-heading-1: ନିମ୍ନଲିଖିତ ଯୋଜନା ପ୍ରତିଶ୍ରୁତି ଆମ ସହରର ଉନ୍ନତି ପାଇଁ ଏକାଦଶ ସେବା ପ୍ରଦାନ କରାଯାଉଅଛି [171,340,568,352]
loan-borrower: ଋଣଗ୍ରହୀତା/ସହ-ଋଣଗ୍ରହୀତା: ଗୋପାଳ ଚନ୍ଦ୍ର ସାହୁ, ଗୀତାଞ୍ଜଳି ସାହୁ, ଗ୍ରାମ/ପୋ- ଆସ୍କା, ଜିଲ୍ଲା- ଗଞ୍ଜାମ, ଓଡ଼ିଶା [763,1950,1089,1972]
signatory [958,923,1132,965]
header-section: ରାଜ୍ୟ ଖବର [344,13,435,36]
signatory-name: ସ୍ୱା/-ଶ୍ରୀମତୀ ମାନସୀ ସ୍ୱାଇଁ [1187,924,1308,936]
signature-mark: ସ୍ୱା/- [701,2179,729,2193]
photo-chairperson [550,940,638,1028]
affidavit [6,1457,201,1835]
affidavit-title: AFFIDAVIT [209,1161,400,1196]
list-item: ମ୍ୟାଲେରିଆ, ଡେଙ୍ଗୁ, ଡାଇରିଆ ଆଦି ରୋଗରୁ ରକ୍ଷା ପାଇବା ପାଇଁ ଘର ଚାରିପାଖ ପରିଷ୍କାର ରଖନ୍ତୁ । [1160,1136,1515,1166]
loan-amount: ଋଣ ପରିମାଣ: ଟ. ୨୫,୦୦,୦୦୦.୦୦ [1347,1729,1473,1740]
notice-subtitle: ପ୍ରେସ୍ ବିଜ୍ଞପ୍ତି [1279,1097,1395,1114]
list-item: ୧. ଓ୍ୱାର୍ଡ ନଂ ୧ ରେ ବିଦ୍ୟାଳୟ ଓ ପାର୍କ ନିର୍ମାଣ ପାଇଁ ୧୦ କୋଟି ଟଙ୍କା ବ୍ୟୟରେ ପ୍ରକଳ୍ପ ହାତକୁ ନିଆଯାଇଛି । [20,647,511,661]
affidavit-body: I, Sanandwala Bikisbanu Mohammedsaeed, D/o-Mohammad Mustashan, resident of Dewan Bazar, Po-Buxi Bazar, Ps-Lalbag, Pin-753001 Odisha, declare by this affidavit No. 77AA089964, dtd- 30/08/2025 that now onwards I shall be known as BILKEES FATMA for all future purposes. [17,1499,190,1750]
notice-date: ତାରିଖ : ୩୧.୦୮.୨୦୨୫ [765,2350,858,2363]
affidavit-signature: Simanchala Sahoo Deponent [273,2298,391,2307]
notice-body: ପବିତ୍ର ସ୍ୱାୟତ୍ତ ଶାସନ ଦିବସ - ୨୦୨୫ ଅବସରରେ ରମ୍ଭା ବିଜ୍ଞାପିତ ଅଞ୍ଚଳ ପରିଷଦ ପକ୍ଷରୁ ସମସ୍ତ ଭାଇ ଓ ଭଉଣୀମାନଙ୍କୁ ହାର୍ଦ୍ଦିକ ଶୁଭେଚ୍ଛା ଜଣାଉଅଛୁ ଏବଂ ନିମ୍ନଲିଖିତ ବିଷୟ ପ୍ରତି ଦୃଷ୍ଟି ଦେବାକୁ ଅନୁରୋଧ । [1162,630,1524,675]
signatory [1403,1499,1528,1541]
list-item: ୭. ଚୌଦ୍ୱାର ପୌରପରିଷଦ ଅନ୍ତର୍ଗତ Multi-Purpose Centre ନିର୍ମାଣ ଏବଂ LED Web-Board ସ୍ଥାପନ କରାଯାଉଅଛି । [20,756,564,770]
affidavit-title: AFFIDAVIT [8,1843,199,1877]
affidavit [6,1841,201,2097]
signatory [1146,1499,1272,1541]
list-item: ଆସନ୍ତୁ ସମସ୍ତେ ମିଶି ଉଦଳା ସହରକୁ ସୁନ୍ଦର ଓ ପରିଷ୍କାର ରଖିବା । [771,1207,1068,1221]
list-item: ୨. ରାସ୍ତାରେ ପରିଷ୍କାର ଓ ପରିଚ୍ଛନ୍ନ ରଖନ୍ତୁ ଓ ଆବର୍ଜନା ନିର୍ଦ୍ଧାରିତ ସ୍ଥାନରେ ପକାନ୍ତୁ । [1162,700,1504,729]
signatory-role: ନିର୍ବାହୀ ଅଧିକାରୀ, ଉଦଳା ବିଜ୍ଞାପିତ ଅଞ୍ଚଳ ପରିଷଦ [768,1511,925,1538]
registration-color-strip [0,2393,1538,2408]
list-item: ଏକ ଥର ବ୍ୟବହାର ଯୋଗ୍ୟ ପ୍ଲାଷ୍ଟିକ ଓ ପଲିଥିନ ବ୍ୟବହାର କରନ୍ତୁ ନାହିଁ । [1160,1188,1500,1202]
notice-subtitle: ପବିତ୍ର ସ୍ୱାୟତ୍ତ ଶାସନ ଦିବସ - ୨୦୨୫ ଅବସରରେ ବାର୍ତ୍ତା [421,2030,727,2051]
loan-due: ବକେୟା ରାଶି: ଟ. ୧୧,୬୩,୨୧୫.୦୦ [1347,2147,1465,2157]
table-row [760,1727,1529,1937]
signatory [1160,468,1335,496]
affidavit-overflow-spacer [6,2365,201,2389]
signatory-role: କାର୍ଯ୍ୟନିର୍ବାହୀ ଅଧିକାରୀ [1391,938,1483,950]
affidavit [207,1841,402,2097]
chola-tagline: Enter a better life [808,1617,902,1630]
chola-logo-icon [759,1581,800,1621]
signatory-role: ଅଧ୍ୟକ୍ଷ [1231,938,1264,950]
